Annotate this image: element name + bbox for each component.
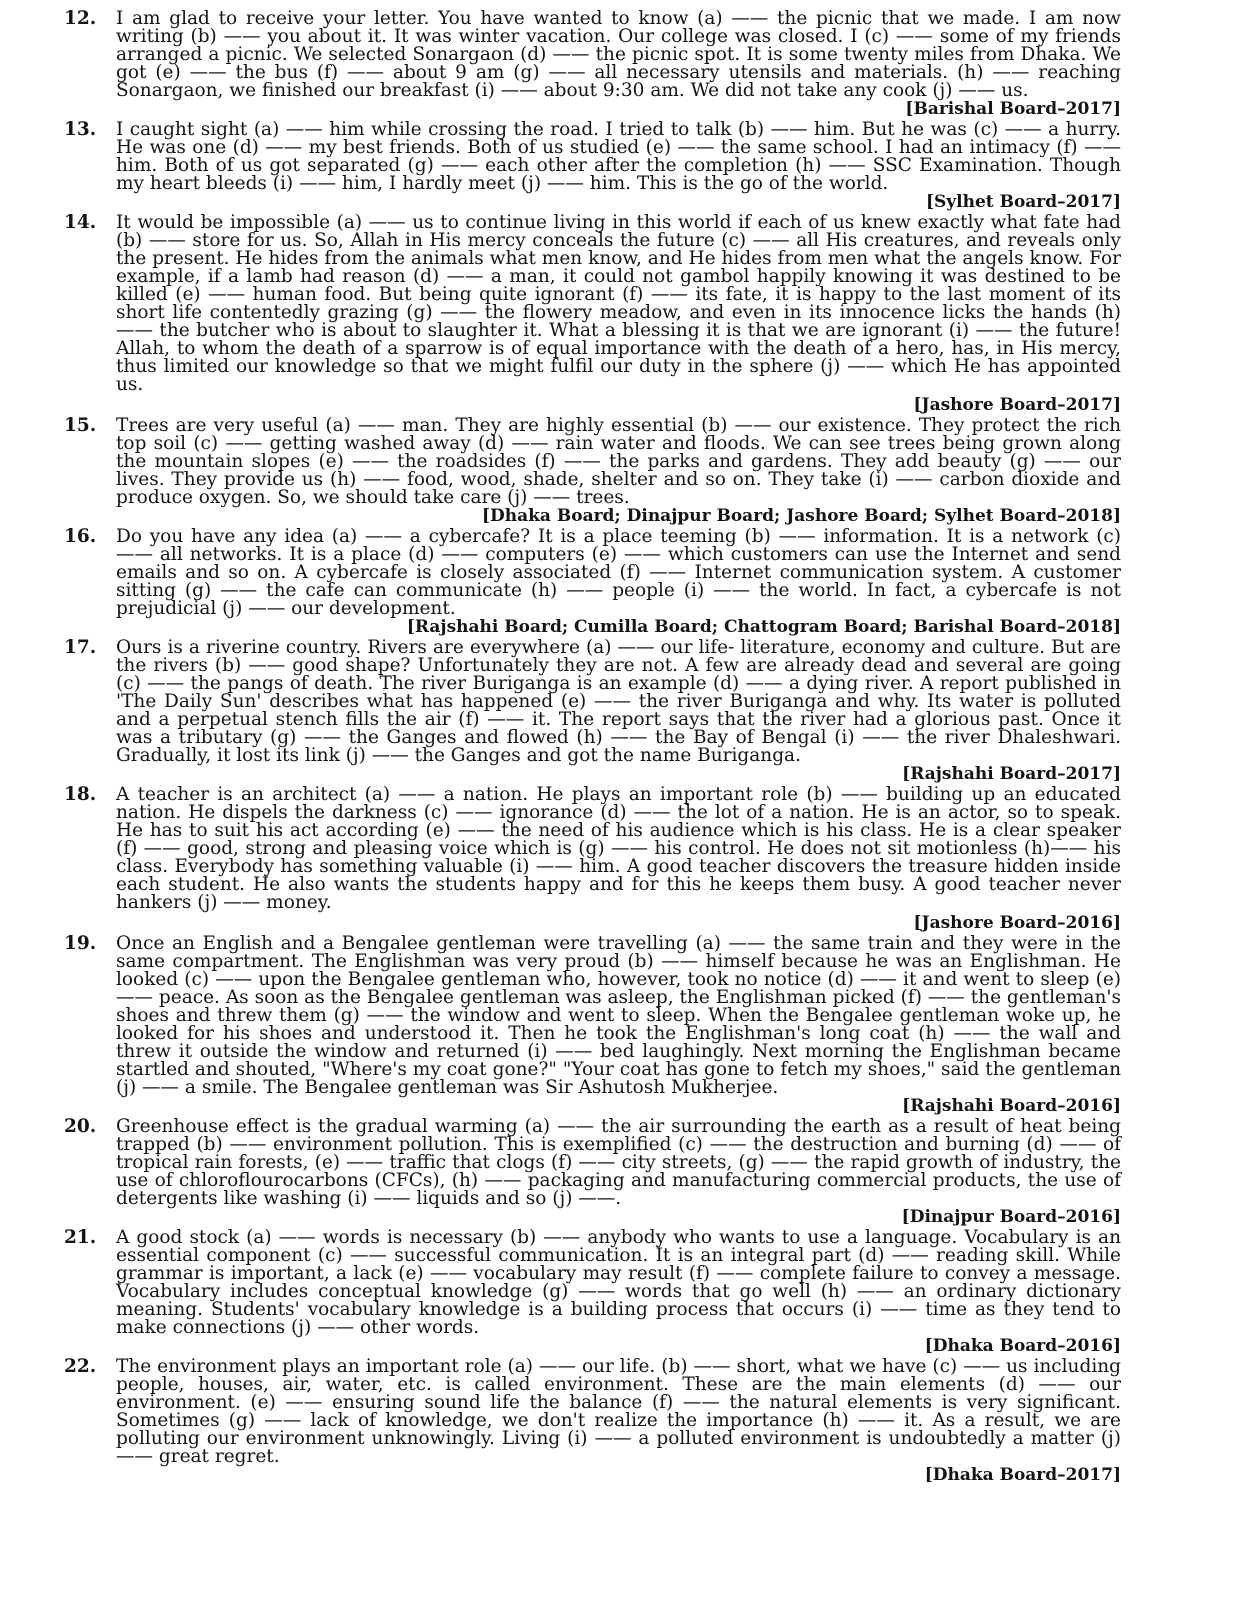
source-label: [Dhaka Board–2016] [924, 1336, 1121, 1356]
source-label: [Dhaka Board–2017] [924, 1465, 1121, 1485]
question-number: 18. [64, 784, 97, 805]
question-text: Greenhouse effect is the gradual warming (a) —— the air surrounding the earth as a result of heat being trapped (b) —— environment pollution. This is exemplified (c) —— the destruction and burning (d) —— of tropical rain forests, (e) —— traffic that clogs (f) —— city streets, (g) —— the rapid growth of industry, the use of chloroflourocarbons (CFCs), (h) —— packaging and manufacturing commercial products, the use of detergents like washing (i) —— liquids and so (j) ——. [116, 1116, 1121, 1209]
question-body [116, 1229, 1121, 1355]
question-number: 22. [64, 1356, 97, 1377]
question-body [116, 121, 1121, 211]
question-15 [64, 417, 1121, 525]
source-label: [Rajshahi Board–2016] [902, 1096, 1121, 1116]
question-20 [64, 1118, 1121, 1226]
question-text: I am glad to receive your letter. You have wanted to know (a) —— the picnic that we made. I am now writing (b) —— you about it. It was winter vacation. Our college was closed. I (c) —— some of my friends arranged a picnic. We selected Sonargaon (d) —— the picnic spot. It is some twenty miles from Dhaka. We got (e) —— the bus (f) —— about 9 am (g) —— all necessary utensils and materials. (h) —— reaching Sonargaon, we finished our breakfast (i) —— about 9:30 am. We did not take any cook (j) —— us. [116, 8, 1121, 101]
question-22 [64, 1358, 1121, 1484]
question-body [116, 10, 1121, 118]
question-text: Ours is a riverine country. Rivers are everywhere (a) —— our life- literature, economy and culture. But are the rivers (b) —— good shape? Unfortunately they are not. A few are already dead and several are going (c) —— the pangs of death. The river Buriganga is an example (d) —— a dying river. A report published in 'The Daily Sun' describes what has happened (e) —— the river Buriganga and why. Its water is polluted and a perpetual stench fills the air (f) —— it. The report says that the river had a glorious past. Once it was a tributary (g) —— the Ganges and flowed (h) —— the Bay of Bengal (i) —— the river Dhaleshwari. Gradually, it lost its link (j) —— the Ganges and got the name Buriganga. [116, 637, 1121, 766]
question-body [116, 1358, 1121, 1484]
question-number: 13. [64, 119, 97, 140]
question-18 [64, 786, 1121, 932]
question-13 [64, 121, 1121, 211]
question-16 [64, 528, 1121, 636]
source-label: [Barishal Board–2017] [905, 99, 1121, 119]
question-14 [64, 214, 1121, 414]
question-text: A teacher is an architect (a) —— a nation. He plays an important role (b) —— building up an educated nation. He dispels the darkness (c) —— ignorance (d) —— the lot of a nation. He is an actor, so to speak. He has to suit his act according (e) —— the need of his audience which is his class. He is a clear speaker (f) —— good, strong and pleasing voice which is (g) —— his control. He does not sit motionless (h)—— his class. Everybody has something valuable (i) —— him. A good teacher discovers the treasure hidden inside each student. He also wants the students happy and for this he keeps them busy. A good teacher never hankers (j) —— money. [116, 784, 1121, 913]
source-label: [Rajshahi Board–2017] [902, 764, 1121, 784]
question-body [116, 935, 1121, 1115]
question-number: 19. [64, 933, 97, 954]
source-label: [Sylhet Board–2017] [925, 192, 1121, 212]
question-21 [64, 1229, 1121, 1355]
question-number: 20. [64, 1116, 97, 1137]
source-label: [Dinajpur Board–2016] [901, 1207, 1121, 1227]
question-12 [64, 10, 1121, 118]
question-body [116, 417, 1121, 525]
question-text: A good stock (a) —— words is necessary (b) —— anybody who wants to use a language. Vocabulary is an essential component (c) —— successful communication. It is an integral part (d) —— reading skill. While grammar is important, a lack (e) —— vocabulary may result (f) —— complete failure to convey a message. Vocabulary includes conceptual knowledge (g) —— words that go well (h) —— an ordinary dictionary meaning. Students' vocabulary knowledge is a building process that occurs (i) —— time as they tend to make connections (j) —— other words. [116, 1227, 1121, 1338]
question-body [116, 214, 1121, 414]
question-number: 17. [64, 637, 97, 658]
question-text: Do you have any idea (a) —— a cybercafe? It is a place teeming (b) —— information. It is a network (c) —— all networks. It is a place (d) —— computers (e) —— which customers can use the Internet and send emails and so on. A cybercafe is closely associated (f) —— Internet communication system. A customer sitting (g) —— the cafe can communicate (h) —— people (i) —— the world. In fact, a cybercafe is not prejudicial (j) —— our development. [116, 526, 1121, 619]
question-body [116, 786, 1121, 932]
question-text: I caught sight (a) —— him while crossing the road. I tried to talk (b) —— him. But he was (c) —— a hurry. He was one (d) —— my best friends. Both of us studied (e) —— the same school. I had an intimacy (f) —— him. Both of us got separated (g) —— each other after the completion (h) —— SSC Examination. Though my heart bleeds (i) —— him, I hardly meet (j) —— him. This is the go of the world. [116, 119, 1121, 194]
question-body [116, 639, 1121, 783]
question-body [116, 528, 1121, 636]
source-label: [Jashore Board–2017] [913, 395, 1121, 415]
question-text: Once an English and a Bengalee gentleman were travelling (a) —— the same train and they were in the same compartment. The Englishman was very proud (b) —— himself because he was an Englishman. He looked (c) —— upon the Bengalee gentleman who, however, took no notice (d) —— it and went to sleep (e) —— peace. As soon as the Bengalee gentleman was asleep, the Englishman picked (f) —— the gentleman's shoes and threw them (g) —— the window and went to sleep. When the Bengalee gentleman woke up, he looked for his shoes and understood it. Then he took the Englishman's long coat (h) —— the wall and threw it outside the window and returned (i) —— bed laughingly. Next morning the Englishman became startled and shouted, "Where's my coat gone?" "Your coat has gone to fetch my shoes," said the gentleman (j) —— a smile. The Bengalee gentleman was Sir Ashutosh Mukherjee. [116, 933, 1121, 1098]
question-body [116, 1118, 1121, 1226]
question-text: It would be impossible (a) —— us to continue living in this world if each of us knew exactly what fate had (b) —— store for us. So, Allah in His mercy conceals the future (c) —— all His creatures, and reveals only the present. He hides from the animals what men know, and He hides from men what the angels know. For example, if a lamb had reason (d) —— a man, it could not gambol happily knowing it was destined to be killed (e) —— human food. But being quite ignorant (f) —— its fate, it is happy to the last moment of its short life contentedly grazing (g) —— the flowery meadow, and even in its innocence licks the hands (h) —— the butcher who is about to slaughter it. What a blessing it is that we are ignorant (i) —— the future! Allah, to whom the death of a sparrow is of equal importance with the death of a hero, has, in His mercy, thus limited our knowledge so that we might fulfil our duty in the sphere (j) —— which He has appointed us. [116, 212, 1121, 395]
source-label: [Jashore Board–2016] [913, 913, 1121, 933]
question-number: 14. [64, 212, 97, 233]
question-text: The environment plays an important role (a) —— our life. (b) —— short, what we have (c) —— us including people, houses, air, water, etc. is called environment. These are the main elements (d) —— our environment. (e) —— ensuring sound life the balance (f) —— the natural elements is very significant. Sometimes (g) —— lack of knowledge, we don't realize the importance (h) —— it. As a result, we are polluting our environment unknowingly. Living (i) —— a polluted environment is undoubtedly a matter (j) —— great regret. [116, 1356, 1121, 1467]
question-number: 15. [64, 415, 97, 436]
question-number: 16. [64, 526, 97, 547]
question-19 [64, 935, 1121, 1115]
question-17 [64, 639, 1121, 783]
question-text: Trees are very useful (a) —— man. They are highly essential (b) —— our existence. They protect the rich top soil (c) —— getting washed away (d) —— rain water and floods. We can see trees being grown along the mountain slopes (e) —— the roadsides (f) —— the parks and gardens. They add beauty (g) —— our lives. They provide us (h) —— food, wood, shade, shelter and so on. They take (i) —— carbon dioxide and produce oxygen. So, we should take care (j) —— trees. [116, 415, 1121, 508]
source-label: [Dhaka Board; Dinajpur Board; Jashore Board; Sylhet Board–2018] [481, 506, 1121, 526]
question-number: 21. [64, 1227, 97, 1248]
question-number: 12. [64, 8, 97, 29]
source-label: [Rajshahi Board; Cumilla Board; Chattogram Board; Barishal Board–2018] [406, 617, 1121, 637]
